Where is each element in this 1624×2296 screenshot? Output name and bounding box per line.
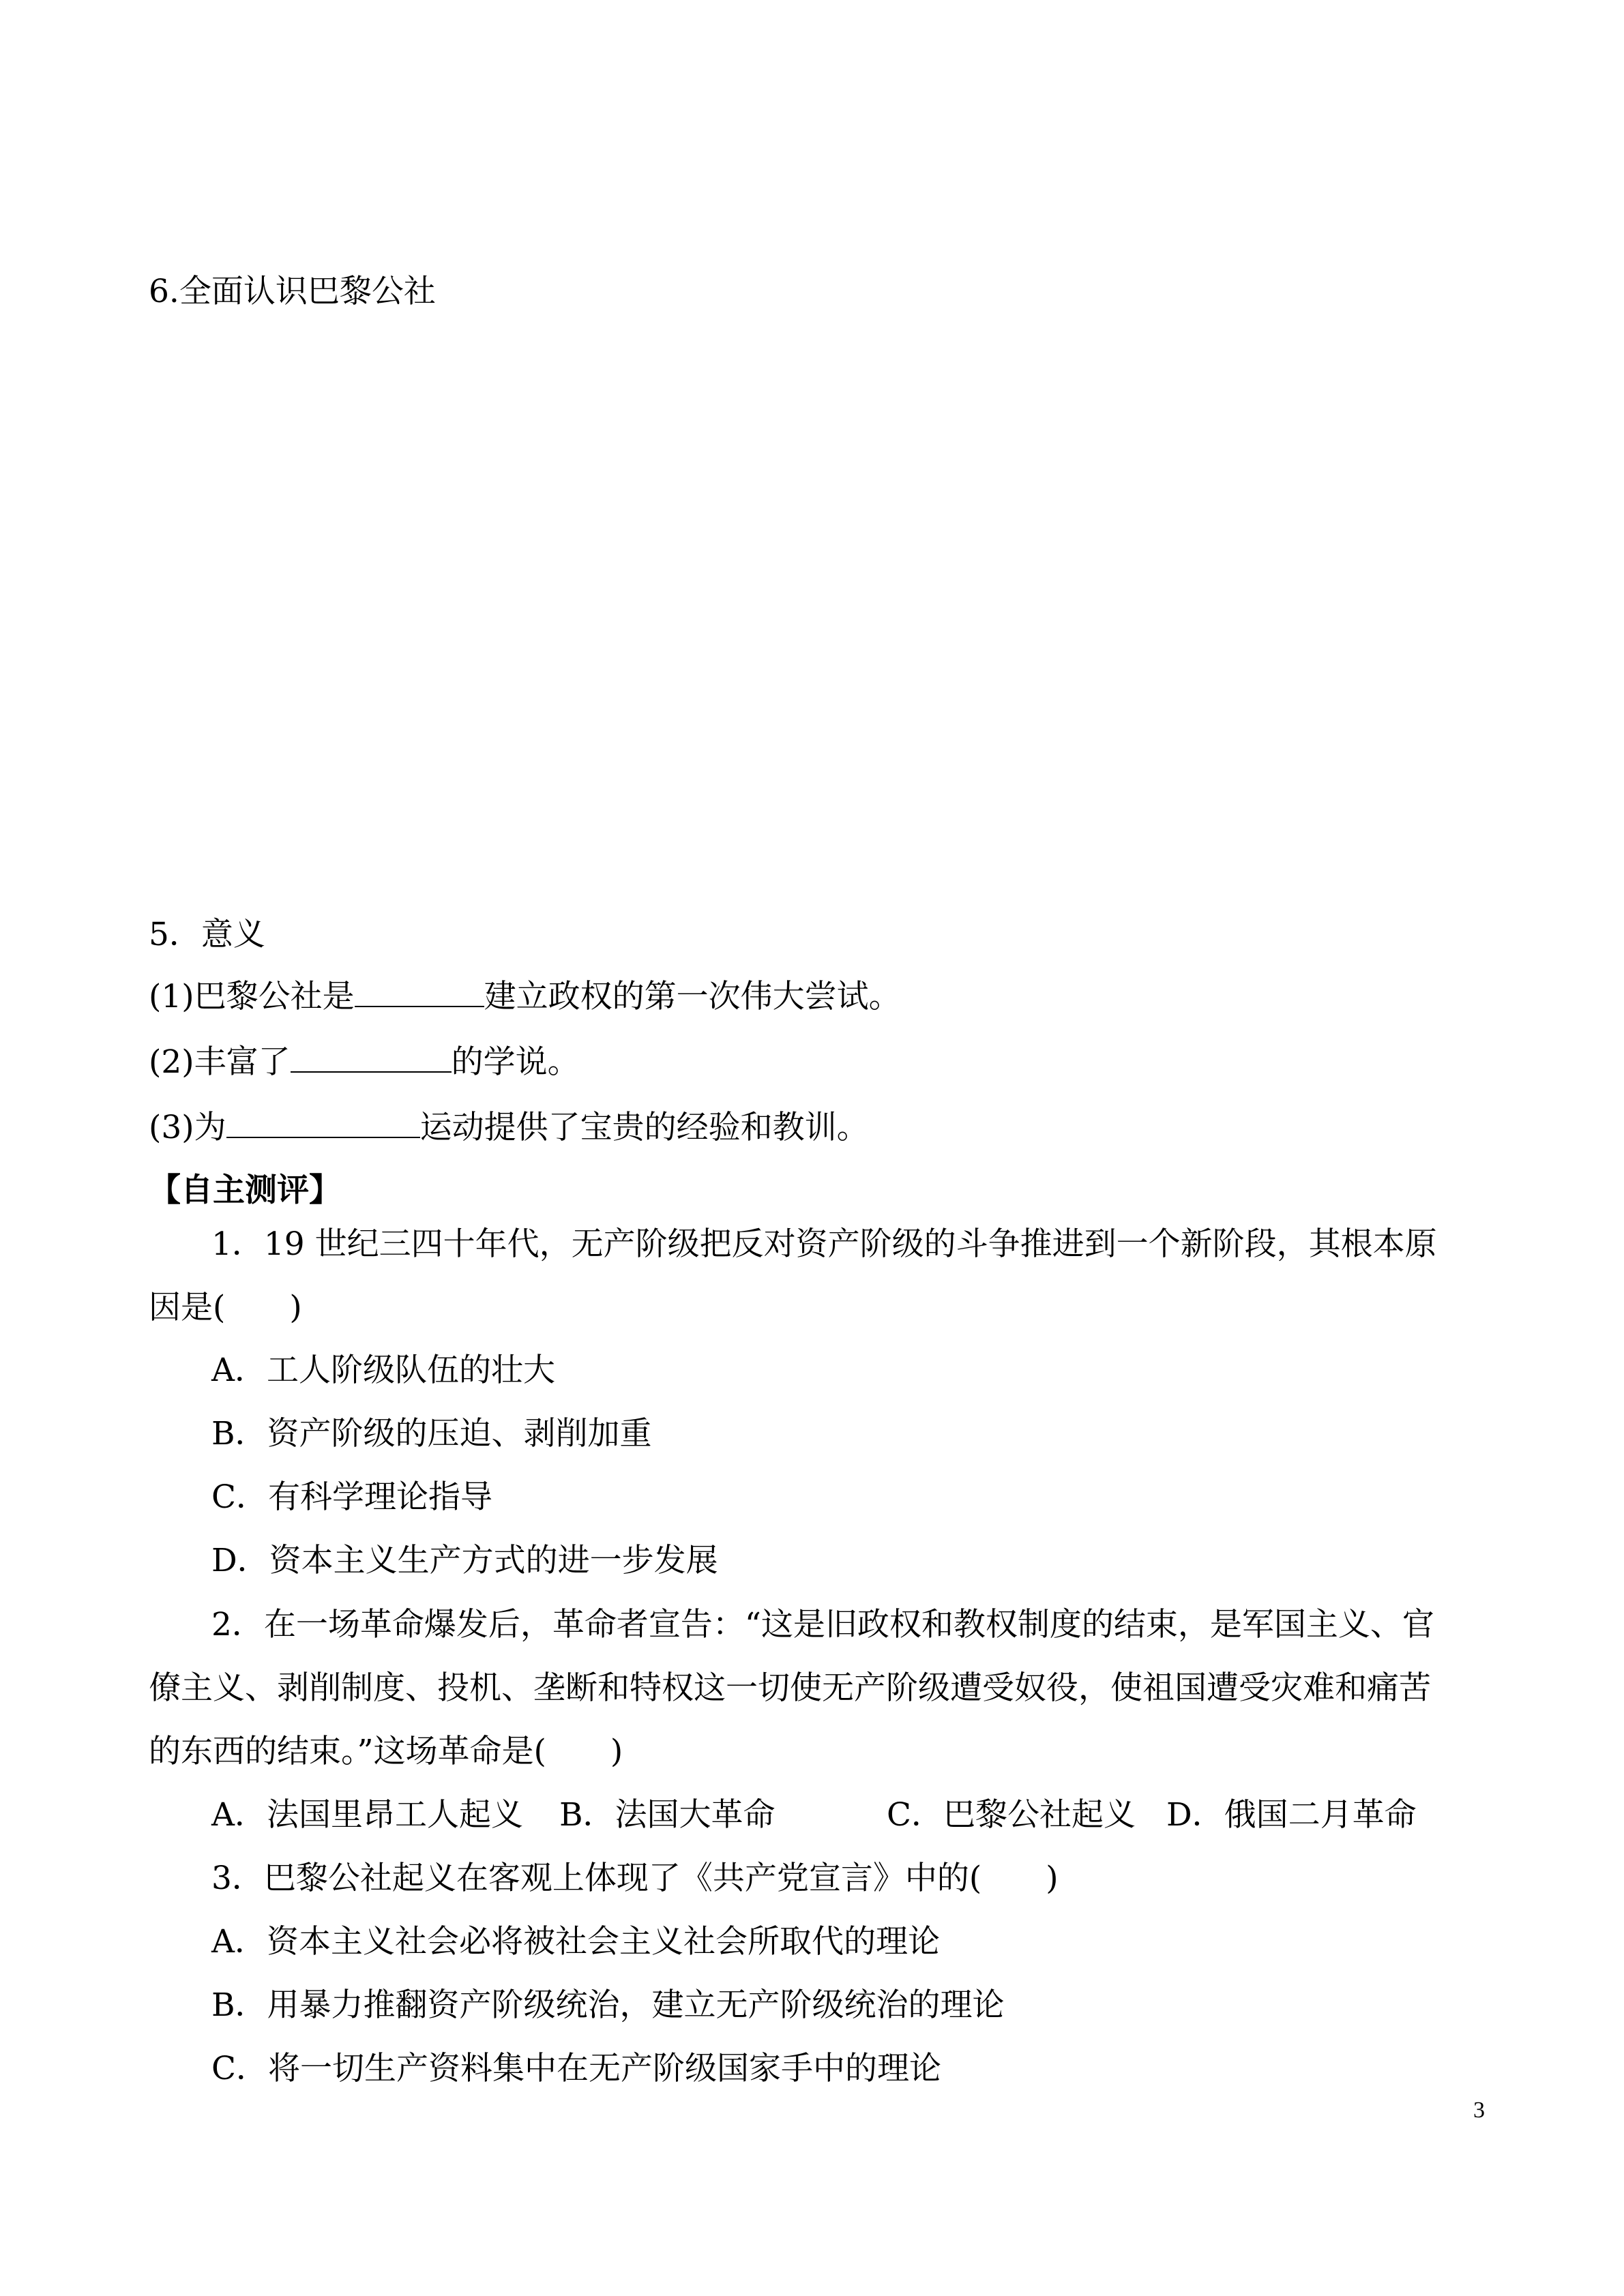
q1-option-a: A．工人阶级队伍的壮大 bbox=[211, 1352, 555, 1389]
q1-option-c: C．有科学理论指导 bbox=[211, 1478, 492, 1516]
self-test-heading: 【自主测评】 bbox=[149, 1172, 341, 1209]
q2-option-b: B．法国大革命 bbox=[559, 1796, 776, 1834]
q1-stem-line1: 1．19 世纪三四十年代，无产阶级把反对资产阶级的斗争推进到一个新阶段，其根本原 bbox=[211, 1225, 1437, 1263]
fill-blank-3[interactable] bbox=[226, 1109, 420, 1138]
q2-stem-line2: 僚主义、剥削制度、投机、垄断和特权这一切使无产阶级遭受奴役，使祖国遭受灾难和痛苦 bbox=[149, 1669, 1431, 1707]
section5-title: 5．意义 bbox=[149, 916, 265, 953]
fill-blank-1[interactable] bbox=[355, 979, 484, 1007]
q2-option-a: A．法国里昂工人起义 bbox=[211, 1796, 523, 1834]
q2-stem-line1: 2．在一场革命爆发后，革命者宣告：“这是旧政权和教权制度的结束，是军国主义、官 bbox=[211, 1606, 1434, 1643]
q2-option-d: D．俄国二月革命 bbox=[1166, 1796, 1417, 1834]
item2-prefix: (2)丰富了 bbox=[149, 1043, 291, 1081]
q3-option-b: B．用暴力推翻资产阶级统治，建立无产阶级统治的理论 bbox=[211, 1986, 1005, 2024]
section5-item-3 bbox=[149, 1107, 869, 1148]
page-number: 3 bbox=[1473, 2098, 1485, 2123]
item1-prefix: (1)巴黎公社是 bbox=[149, 978, 355, 1015]
section5-item-2 bbox=[149, 1042, 580, 1083]
q2-option-c: C．巴黎公社起义 bbox=[887, 1796, 1136, 1834]
q1-option-d: D．资本主义生产方式的进一步发展 bbox=[211, 1542, 718, 1579]
q2-stem-line3: 的东西的结束。”这场革命是( ) bbox=[149, 1733, 623, 1770]
q3-option-c: C．将一切生产资料集中在无产阶级国家手中的理论 bbox=[211, 2050, 941, 2087]
section6-title: 6.全面认识巴黎公社 bbox=[149, 273, 436, 310]
section5-item-1 bbox=[149, 976, 901, 1017]
q1-option-b: B．资产阶级的压迫、剥削加重 bbox=[211, 1415, 652, 1452]
item2-suffix: 的学说。 bbox=[451, 1043, 580, 1081]
item3-suffix: 运动提供了宝贵的经验和教训。 bbox=[419, 1109, 869, 1146]
q1-stem-line2: 因是( ) bbox=[149, 1289, 302, 1326]
q3-stem: 3．巴黎公社起义在客观上体现了《共产党宣言》中的( ) bbox=[211, 1860, 1059, 1897]
item3-prefix: (3)为 bbox=[149, 1109, 226, 1146]
q3-option-a: A．资本主义社会必将被社会主义社会所取代的理论 bbox=[211, 1923, 940, 1960]
fill-blank-2[interactable] bbox=[291, 1044, 452, 1073]
item1-suffix: 建立政权的第一次伟大尝试。 bbox=[484, 978, 901, 1015]
